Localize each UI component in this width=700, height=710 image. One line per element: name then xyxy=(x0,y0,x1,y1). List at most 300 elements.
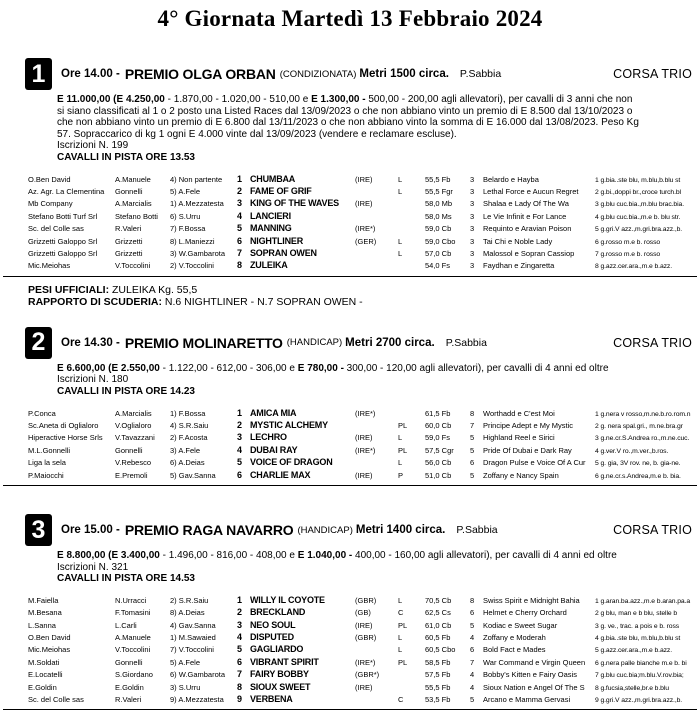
race-conditions xyxy=(57,550,642,562)
horse-name: MYSTIC ALCHEMY xyxy=(250,420,328,430)
conditions-part: E 1.300,00 - xyxy=(311,94,366,105)
horse-number: 7 xyxy=(237,248,243,258)
sire-and-dam: Bobby's Kitten e Fairy Oasis xyxy=(483,670,577,680)
race-cavalli-in-pista: CAVALLI IN PISTA ORE 14.23 xyxy=(57,386,195,397)
owner-name: M.Faiella xyxy=(28,595,59,605)
horse-name: ZULEIKA xyxy=(250,260,288,271)
weight-and-sex-code: 58,0 Mb xyxy=(425,199,453,209)
country-code: (IRE) xyxy=(355,433,373,443)
owner-name: L.Sanna xyxy=(28,620,56,630)
horse-number: 4 xyxy=(237,210,243,221)
entry-row xyxy=(28,432,700,444)
equipment-marker: L xyxy=(398,633,403,643)
horse-age: 3 xyxy=(470,224,475,234)
horse-number: 8 xyxy=(237,681,243,692)
horse-number: 3 xyxy=(237,432,243,443)
horse-name: AMICA MIA xyxy=(250,407,297,418)
jersey-colors: 9 g.gri.V azz.,m.gri.bra.azz.,b. xyxy=(595,697,683,705)
race-start-time: Ore 14.30 - xyxy=(61,336,120,349)
race-section xyxy=(0,327,700,486)
owner-name: Grizzetti Galoppo Srl xyxy=(28,249,98,258)
entry-row xyxy=(28,174,700,186)
race-iscrizioni: Iscrizioni N. 321 xyxy=(57,561,129,573)
jersey-colors: 8 g.azz.cer.ara.,m.e b.azz. xyxy=(595,263,673,271)
entry-row xyxy=(28,236,700,248)
gate-and-jockey: 1) M.Sawaied xyxy=(170,633,216,643)
trainer-name: A.Manuele xyxy=(115,174,151,184)
trainer-name: V.Toccolini xyxy=(115,645,151,655)
country-code: (IRE) xyxy=(355,620,373,630)
horse-name: VOICE OF DRAGON xyxy=(250,457,333,468)
note-text: ZULEIKA Kg. 55,5 xyxy=(109,283,198,296)
horse-name: NIGHTLINER xyxy=(250,235,303,246)
sire-and-dam: Sioux Nation e Angel Of The S xyxy=(483,682,585,692)
country-code: (GB) xyxy=(355,608,371,618)
gate-and-jockey: 5) Gav.Sanna xyxy=(170,470,216,480)
race-cavalli-in-pista: CAVALLI IN PISTA ORE 13.53 xyxy=(57,151,195,163)
sire-and-dam: Belardo e Hayba xyxy=(483,174,539,184)
horse-name: MANNING xyxy=(250,223,292,234)
owner-name: Az. Agr. La Clementina xyxy=(28,186,105,196)
horse-number: 1 xyxy=(237,173,243,184)
owner-name: M.Besana xyxy=(28,608,62,618)
jersey-colors: 3 g.blu cuc.bia.,m.blu brac.bia. xyxy=(595,201,684,209)
horse-number: 3 xyxy=(237,619,243,630)
sire-and-dam: Shalaa e Lady Of The Wa xyxy=(483,199,569,209)
jersey-colors: 2 g blu, man e b blu, stelle b xyxy=(595,610,678,618)
jersey-colors: 5 g. gia, 3V rov. ne, b. gia-ne. xyxy=(595,460,681,468)
conditions-part: E 8.800,00 (E 3.400,00 xyxy=(57,550,160,562)
horse-age: 6 xyxy=(470,645,475,655)
jersey-colors: 4 g.bia..ste blu, m.blu,b.blu st xyxy=(595,635,681,643)
entry-row xyxy=(28,248,700,260)
owner-name: O.Ben David xyxy=(28,633,71,643)
entry-row xyxy=(28,457,700,469)
owner-name: Stefano Botti Turf Srl xyxy=(28,211,98,221)
sire-and-dam: Dragon Pulse e Voice Of A Cur xyxy=(483,458,586,468)
jersey-colors: 7 g.rosso m.e b. rosso xyxy=(595,251,661,258)
weight-and-sex-code: 59,0 Cb xyxy=(425,224,452,234)
trainer-name: V.Rebesco xyxy=(115,458,151,468)
horse-name: DISPUTED xyxy=(250,632,294,643)
conditions-part: - 1.122,00 - 612,00 - 306,00 e xyxy=(159,362,298,374)
horse-name: SIOUX SWEET xyxy=(250,681,311,692)
conditions-part: E 780,00 - xyxy=(297,362,344,374)
race-name: PREMIO RAGA NAVARRO xyxy=(124,522,294,539)
race-divider xyxy=(3,276,697,277)
entry-row xyxy=(28,657,700,669)
horse-age: 3 xyxy=(470,174,475,184)
sire-and-dam: Tai Chi e Noble Lady xyxy=(483,236,553,246)
jersey-colors: 6 g.ne.cr.s.Andrea,m.e b. bia. xyxy=(595,472,681,480)
equipment-marker: PL xyxy=(398,445,408,455)
weight-and-sex-code: 59,0 Fs xyxy=(425,433,451,443)
jersey-colors: 6 g.nera palle bianche m.e b. bi xyxy=(595,659,687,667)
horse-number: 9 xyxy=(237,694,243,705)
sire-and-dam: Lethal Force e Aucun Regret xyxy=(483,186,579,196)
jersey-colors: 1 g.bia..ste blu, m.blu,b.blu st xyxy=(595,176,681,184)
equipment-marker: P xyxy=(398,470,404,480)
horse-name: CHUMBAA xyxy=(250,173,296,184)
entry-row xyxy=(28,198,700,210)
horse-age: 5 xyxy=(470,695,475,705)
trainer-name: A.Marcialis xyxy=(115,199,152,209)
equipment-marker: C xyxy=(398,608,404,618)
equipment-marker: PL xyxy=(398,657,408,667)
equipment-marker: PL xyxy=(398,421,408,430)
conditions-part: 400,00 - 160,00 agli allevatori), per cavalli di 4 anni ed oltre xyxy=(352,550,617,562)
horse-number: 6 xyxy=(237,235,243,246)
horse-name: WILLY IL COYOTE xyxy=(250,594,325,605)
owner-name: Mic.Meiohas xyxy=(28,645,71,655)
trainer-name: E.Goldin xyxy=(115,682,144,692)
equipment-marker: L xyxy=(398,236,403,246)
horse-name: DUBAI RAY xyxy=(250,444,298,455)
race-category: (HANDICAP) xyxy=(297,524,353,536)
sire-and-dam: Arcano e Mamma Gervasi xyxy=(483,695,571,705)
horse-age: 6 xyxy=(470,458,475,468)
note-line xyxy=(28,284,700,297)
horse-age: 3 xyxy=(470,249,475,258)
conditions-part: 300,00 - 120,00 agli allevatori), per cavalli di 4 anni ed oltre xyxy=(343,362,609,374)
horse-number: 4 xyxy=(237,632,243,643)
jersey-colors: 8 g.fucsia,stelle,br.e b.blu xyxy=(595,684,669,692)
country-code: (IRE) xyxy=(355,682,373,692)
race-bet-type: CORSA TRIO xyxy=(613,523,692,538)
sire-and-dam: Pride Of Dubai e Dark Ray xyxy=(483,445,572,455)
entry-row xyxy=(28,607,700,619)
jersey-colors: 3 g.ne.cr.S.Andrea ro.,m.ne.cuc. xyxy=(595,435,690,443)
gate-and-jockey: 9) A.Mezzatesta xyxy=(170,695,224,705)
trainer-name: A.Marcialis xyxy=(115,408,152,418)
sire-and-dam: War Command e Virgin Queen xyxy=(483,657,586,667)
equipment-marker: L xyxy=(398,645,403,655)
horse-age: 5 xyxy=(470,445,475,455)
race-start-time: Ore 14.00 - xyxy=(61,68,120,80)
weight-and-sex-code: 62,5 Cs xyxy=(425,608,451,618)
gate-and-jockey: 4) Gav.Sanna xyxy=(170,620,216,630)
horse-age: 7 xyxy=(470,421,475,430)
note-text: N.6 NIGHTLINER - N.7 SOPRAN OWEN - xyxy=(161,296,363,309)
race-conditions xyxy=(57,94,642,140)
race-iscrizioni: Iscrizioni N. 180 xyxy=(57,374,129,386)
owner-name: E.Locatelli xyxy=(28,670,63,680)
sire-and-dam: Malossol e Sopran Cassiop xyxy=(483,249,575,258)
horse-age: 3 xyxy=(470,236,475,246)
sire-and-dam: Requinto e Aravian Poison xyxy=(483,224,572,234)
trainer-name: Stefano Botti xyxy=(115,211,158,221)
horse-age: 4 xyxy=(470,682,475,692)
trainer-name: R.Valeri xyxy=(115,695,142,705)
weight-and-sex-code: 59,0 Cbo xyxy=(425,236,456,246)
horse-age: 4 xyxy=(470,633,475,643)
gate-and-jockey: 6) A.Deias xyxy=(170,458,205,468)
horse-number: 8 xyxy=(237,260,243,271)
horse-age: 3 xyxy=(470,211,475,221)
entry-row xyxy=(28,694,700,706)
horse-age: 4 xyxy=(470,670,475,680)
weight-and-sex-code: 60,5 Cbo xyxy=(425,645,456,655)
entry-row xyxy=(28,186,700,198)
gate-and-jockey: 7) F.Bossa xyxy=(170,224,206,234)
sire-and-dam: Zoffany e Nancy Spain xyxy=(483,470,559,480)
horse-name: KING OF THE WAVES xyxy=(250,198,339,209)
gate-and-jockey: 4) Non partente xyxy=(170,174,223,184)
horse-number: 1 xyxy=(237,407,243,418)
entries-table xyxy=(28,408,700,482)
gate-and-jockey: 8) A.Deias xyxy=(170,608,205,618)
country-code: (IRE) xyxy=(355,174,373,184)
country-code: (GBR*) xyxy=(355,670,380,680)
horse-name: NEO SOUL xyxy=(250,619,296,630)
owner-name: Sc. del Colle sas xyxy=(28,695,84,705)
horse-number: 3 xyxy=(237,198,243,209)
note-label: RAPPORTO DI SCUDERIA: xyxy=(28,296,162,309)
entry-row xyxy=(28,211,700,223)
sire-and-dam: Highland Reel e Sirici xyxy=(483,433,555,443)
sire-and-dam: Bold Fact e Mades xyxy=(483,645,546,655)
race-name: PREMIO OLGA ORBAN xyxy=(124,66,276,82)
jersey-colors: 5 g.azz.cer.ara.,m.e b.azz. xyxy=(595,647,673,655)
sire-and-dam: Le Vie Infinit e For Lance xyxy=(483,211,567,221)
sire-and-dam: Faydhan e Zingaretta xyxy=(483,261,555,271)
conditions-part: E 1.040,00 - xyxy=(297,550,353,562)
country-code: (IRE*) xyxy=(355,408,376,418)
equipment-marker: L xyxy=(398,433,403,443)
entry-row xyxy=(28,408,700,420)
sire-and-dam: Worthadd e C'est Moi xyxy=(483,408,555,418)
horse-name: VERBENA xyxy=(250,694,293,705)
trainer-name: E.Premoli xyxy=(115,470,148,480)
horse-name: CHARLIE MAX xyxy=(250,469,311,480)
horse-name: VIBRANT SPIRIT xyxy=(250,656,319,667)
weight-and-sex-code: 57,5 Cgr xyxy=(425,445,454,455)
race-header xyxy=(25,514,692,546)
trainer-name: V.Toccolini xyxy=(115,261,151,271)
equipment-marker: L xyxy=(398,595,403,605)
trainer-name: Grizzetti xyxy=(115,249,143,258)
race-distance: Metri 1500 circa. xyxy=(359,68,449,80)
sire-and-dam: Zoffany e Moderah xyxy=(483,633,546,643)
gate-and-jockey: 3) A.Fele xyxy=(170,445,201,455)
gate-and-jockey: 6) S.Urru xyxy=(170,211,201,221)
race-surface: P.Sabbia xyxy=(456,524,498,537)
gate-and-jockey: 5) A.Fele xyxy=(170,186,201,196)
race-header xyxy=(25,58,692,90)
trainer-name: Gonnelli xyxy=(115,657,143,667)
gate-and-jockey: 5) A.Fele xyxy=(170,657,201,667)
country-code: (IRE*) xyxy=(355,224,376,234)
sire-and-dam: Swiss Spirit e Midnight Bahia xyxy=(483,595,580,605)
weight-and-sex-code: 60,5 Fb xyxy=(425,633,451,643)
race-number-badge: 2 xyxy=(25,327,52,359)
gate-and-jockey: 6) W.Gambarota xyxy=(170,670,226,680)
weight-and-sex-code: 61,0 Cb xyxy=(425,620,452,630)
race-distance: Metri 2700 circa. xyxy=(345,336,435,349)
jersey-colors: 2 g.bi.,doppi br.,croce turch.bl xyxy=(595,188,681,196)
horse-number: 7 xyxy=(237,669,243,680)
country-code: (IRE*) xyxy=(355,445,376,455)
gate-and-jockey: 2) S.R.Saiu xyxy=(170,595,209,605)
entry-row xyxy=(28,644,700,656)
jersey-colors: 1 g.nera v rosso,m.ne.b.ro.rom.n xyxy=(595,410,691,418)
conditions-part: - 1.496,00 - 816,00 - 408,00 e xyxy=(159,550,298,562)
entry-row xyxy=(28,445,700,457)
race-number-badge: 1 xyxy=(25,58,52,90)
weight-and-sex-code: 54,0 Fs xyxy=(425,261,451,271)
weight-and-sex-code: 53,5 Fb xyxy=(425,695,451,705)
equipment-marker: L xyxy=(398,249,403,258)
sire-and-dam: Helmet e Cherry Orchard xyxy=(483,608,567,618)
weight-and-sex-code: 57,0 Cb xyxy=(425,249,452,258)
owner-name: M.L.Gonnelli xyxy=(28,445,71,455)
owner-name: Sc.Aneta di Oglialoro xyxy=(28,421,99,430)
race-surface: P.Sabbia xyxy=(445,336,487,349)
owner-name: M.Soldati xyxy=(28,657,60,667)
horse-number: 6 xyxy=(237,469,243,480)
horse-number: 1 xyxy=(237,594,243,605)
weight-and-sex-code: 61,5 Fb xyxy=(425,408,451,418)
equipment-marker: C xyxy=(398,695,404,705)
horse-age: 5 xyxy=(470,620,475,630)
horse-number: 2 xyxy=(237,185,243,196)
owner-name: E.Goldin xyxy=(28,682,57,692)
weight-and-sex-code: 55,5 Fb xyxy=(425,682,451,692)
entry-row xyxy=(28,632,700,644)
gate-and-jockey: 2) V.Toccolini xyxy=(170,261,214,271)
race-distance: Metri 1400 circa. xyxy=(355,524,446,537)
race-category: (CONDIZIONATA) xyxy=(279,68,357,80)
entries-table xyxy=(28,595,700,707)
country-code: (GER) xyxy=(355,236,377,246)
horse-name: LECHRO xyxy=(250,432,287,443)
owner-name: Liga la sela xyxy=(28,458,66,468)
race-start-time: Ore 15.00 - xyxy=(61,524,120,537)
horse-age: 3 xyxy=(470,186,475,196)
race-surface: P.Sabbia xyxy=(459,68,502,80)
owner-name: Mb Company xyxy=(28,199,73,209)
conditions-part: E 6.600,00 (E 2.550,00 xyxy=(57,362,160,374)
horse-name: FAIRY BOBBY xyxy=(250,669,309,680)
conditions-part: E 11.000,00 (E 4.250,00 xyxy=(57,94,165,105)
jersey-colors: 7 g.blu cuc.bia;m.blu.V.rov.bia; xyxy=(595,672,684,680)
race-header xyxy=(25,327,692,359)
weight-and-sex-code: 60,0 Cb xyxy=(425,421,452,430)
country-code: (IRE) xyxy=(355,199,373,209)
horse-age: 5 xyxy=(470,433,475,443)
owner-name: Mic.Meiohas xyxy=(28,261,71,271)
horse-name: FAME OF GRIF xyxy=(250,185,312,196)
horse-age: 8 xyxy=(470,595,475,605)
horse-number: 4 xyxy=(237,444,243,455)
country-code: (IRE) xyxy=(355,470,373,480)
weight-and-sex-code: 55,5 Fb xyxy=(425,174,451,184)
races-container xyxy=(0,58,700,710)
race-bet-type: CORSA TRIO xyxy=(613,335,692,350)
gate-and-jockey: 1) A.Mezzatesta xyxy=(170,199,224,209)
weight-and-sex-code: 55,5 Fgr xyxy=(425,186,453,196)
gate-and-jockey: 3) W.Gambarota xyxy=(170,249,226,258)
race-section xyxy=(0,58,700,309)
entries-table xyxy=(28,174,700,273)
owner-name: Hiperactive Horse Srls xyxy=(28,433,103,443)
gate-and-jockey: 3) S.Urru xyxy=(170,682,201,692)
horse-number: 2 xyxy=(237,420,243,430)
jersey-colors: 3 g. ve., trac. a pois e b. ross xyxy=(595,622,680,630)
equipment-marker: L xyxy=(398,458,403,468)
entry-row xyxy=(28,260,700,272)
horse-age: 6 xyxy=(470,608,475,618)
weight-and-sex-code: 70,5 Cb xyxy=(425,595,452,605)
horse-number: 6 xyxy=(237,656,243,667)
trainer-name: L.Carli xyxy=(115,620,137,630)
equipment-marker: PL xyxy=(398,620,408,630)
jersey-colors: 2 g. nera spal.gri., m.ne.bra.gr xyxy=(595,423,683,430)
conditions-part: 500,00 - 200,00 agli allevatori), per cavalli di 3 anni che non si siano classificati al 1 o 2 posto una Listed Races dal 13/09/2023 o che non abbiano vinto un premio di E 8.500 dal 13/10/2023 o che non abbiano vinto un premio di E 6.800 dal 13/11/2023 o che non abbiano vinto la somma di E 16.000 dal 13/08/2023. Peso Kg 57. Sopraccarico di kg 1 ogni E 4.000 vinte dal 13/09/2023 (vendere e reclamare escluse). xyxy=(57,94,639,140)
entry-row xyxy=(28,420,700,432)
trainer-name: F.Tomasini xyxy=(115,608,151,618)
horse-name: BRECKLAND xyxy=(250,607,306,618)
country-code: (GBR) xyxy=(355,595,377,605)
jersey-colors: 6 g.rosso m.e b. rosso xyxy=(595,238,661,246)
race-name: PREMIO MOLINARETTO xyxy=(124,334,283,351)
jersey-colors: 4 g.blu cuc.bia.,m.e b. blu str. xyxy=(595,213,681,221)
weight-and-sex-code: 57,5 Fb xyxy=(425,670,451,680)
horse-age: 3 xyxy=(470,199,475,209)
horse-age: 7 xyxy=(470,657,475,667)
entry-row xyxy=(28,595,700,607)
country-code: (GBR) xyxy=(355,633,377,643)
horse-number: 5 xyxy=(237,644,243,655)
horse-age: 5 xyxy=(470,470,475,480)
equipment-marker: L xyxy=(398,186,403,196)
trainer-name: Grizzetti xyxy=(115,236,143,246)
jersey-colors: 4 g.ver.V ro.,m.ver.,b.ros. xyxy=(595,447,669,455)
conditions-part: - 1.870,00 - 1.020,00 - 510,00 e xyxy=(164,94,312,105)
trainer-name: V.Tavazzani xyxy=(115,433,155,443)
trainer-name: R.Valeri xyxy=(115,224,142,234)
race-notes xyxy=(28,284,700,309)
horse-age: 3 xyxy=(470,261,475,271)
trainer-name: Gonnelli xyxy=(115,445,143,455)
trainer-name: N.Urracci xyxy=(115,595,147,605)
gate-and-jockey: 1) F.Bossa xyxy=(170,408,206,418)
gate-and-jockey: 2) F.Acosta xyxy=(170,433,208,443)
horse-number: 2 xyxy=(237,607,243,618)
race-bet-type: CORSA TRIO xyxy=(613,67,692,81)
owner-name: O.Ben David xyxy=(28,174,71,184)
race-number-badge: 3 xyxy=(25,514,52,546)
country-code: (IRE*) xyxy=(355,657,376,667)
horse-name: SOPRAN OWEN xyxy=(250,248,317,258)
note-label: PESI UFFICIALI: xyxy=(28,283,110,296)
owner-name: Grizzetti Galoppo Srl xyxy=(28,236,98,246)
owner-name: P.Maiocchi xyxy=(28,470,64,480)
note-line xyxy=(28,296,700,309)
entry-row xyxy=(28,223,700,235)
horse-number: 5 xyxy=(237,223,243,234)
race-divider xyxy=(3,485,697,486)
entry-row xyxy=(28,620,700,632)
horse-age: 8 xyxy=(470,408,475,418)
owner-name: P.Conca xyxy=(28,408,56,418)
trainer-name: V.Oglialoro xyxy=(115,421,152,430)
weight-and-sex-code: 58,5 Fb xyxy=(425,657,451,667)
trainer-name: S.Giordano xyxy=(115,670,153,680)
page-title: 4° Giornata Martedì 13 Febbraio 2024 xyxy=(157,6,543,31)
horse-name: GAGLIARDO xyxy=(250,644,304,655)
entry-row xyxy=(28,669,700,681)
